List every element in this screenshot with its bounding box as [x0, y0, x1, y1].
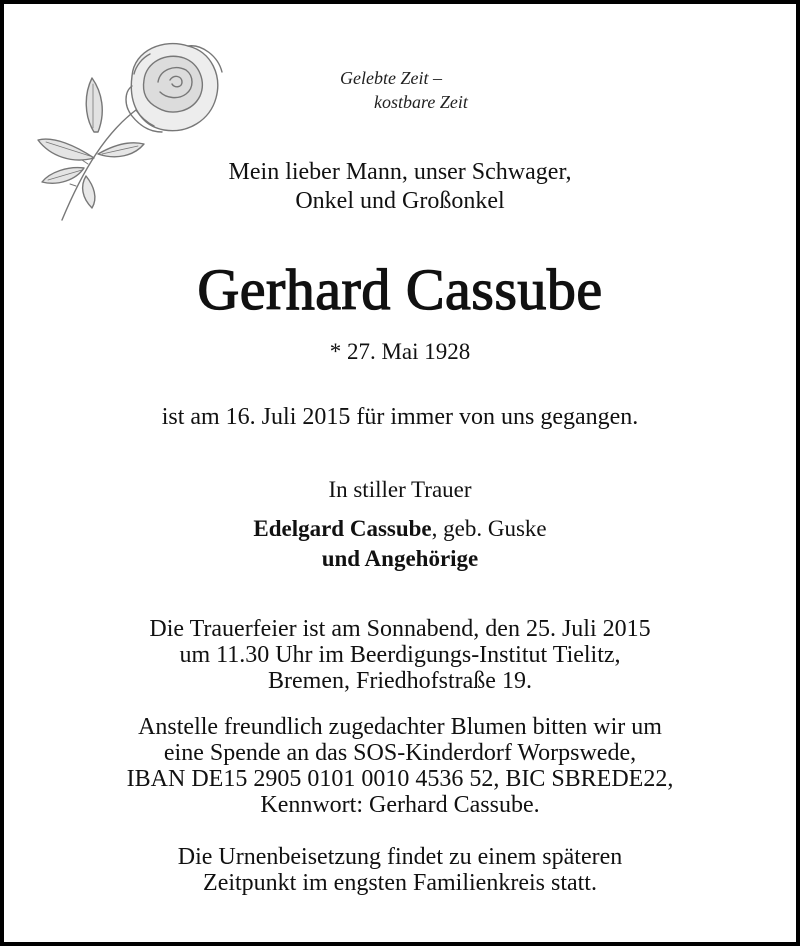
motto [340, 66, 468, 114]
urn-line-1: Die Urnenbeisetzung findet zu einem späteren [177, 844, 623, 870]
urn-burial-note [4, 844, 796, 896]
birth-date: * 27. Mai 1928 [329, 339, 471, 364]
donation-line-4: Kennwort: Gerhard Cassube. [260, 792, 540, 818]
mourner-line [4, 515, 796, 543]
death-statement: ist am 16. Juli 2015 für immer von uns gegangen. [161, 404, 639, 430]
funeral-line-1: Die Trauerfeier ist am Sonnabend, den 25. Juli 2015 [149, 616, 651, 642]
intro-line-1: Mein lieber Mann, unser Schwager, [228, 159, 572, 185]
mourner-name-suffix: , geb. Guske [431, 516, 547, 541]
intro-text [4, 158, 796, 216]
deceased-name: Gerhard Cassube [197, 257, 603, 322]
intro-line-2: Onkel und Großonkel [295, 188, 505, 214]
funeral-details [4, 616, 796, 694]
mourner-name: Edelgard Cassube [253, 516, 432, 541]
urn-line-2: Zeitpunkt im engsten Familienkreis statt. [203, 870, 597, 896]
mourning-heading: In stiller Trauer [328, 477, 472, 502]
donation-line-1: Anstelle freundlich zugedachter Blumen bitten wir um [138, 714, 662, 740]
donation-line-3: IBAN DE15 2905 0101 0010 4536 52, BIC SBREDE22, [126, 766, 674, 792]
motto-line-1: Gelebte Zeit – [340, 68, 442, 88]
funeral-line-2: um 11.30 Uhr im Beerdigungs-Institut Tielitz, [179, 642, 621, 668]
mourner-family: und Angehörige [321, 546, 479, 571]
motto-line-2: kostbare Zeit [374, 92, 468, 112]
donation-line-2: eine Spende an das SOS-Kinderdorf Worpswede, [163, 740, 637, 766]
donation-details [4, 714, 796, 818]
funeral-line-3: Bremen, Friedhofstraße 19. [268, 668, 532, 694]
